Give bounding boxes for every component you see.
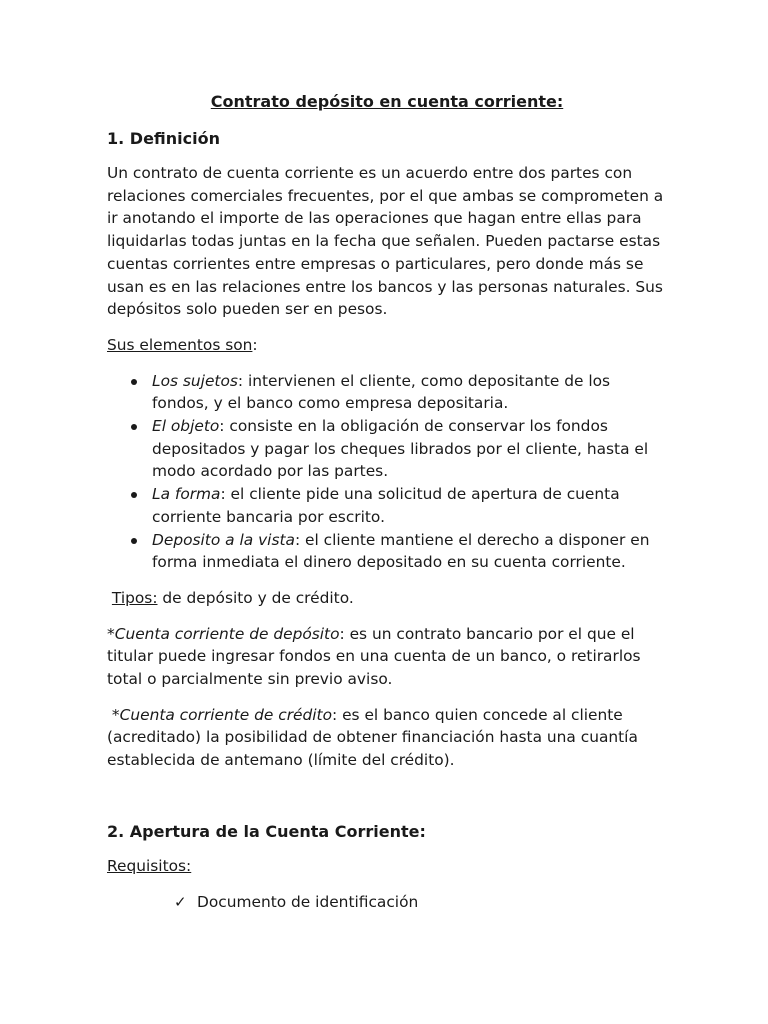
element-term: El objeto (152, 417, 220, 436)
tipo-deposito-paragraph (107, 623, 667, 691)
element-text: : consiste en la obligación de conservar los fondos depositados y pagar los cheques librados por el cliente, hasta el modo acordado por las partes. (152, 417, 649, 481)
requisitos-label: Requisitos: (107, 856, 192, 875)
requisitos-list (107, 891, 667, 914)
list-item (107, 415, 667, 483)
tipos-text: de depósito y de crédito. (157, 588, 354, 607)
list-item (107, 483, 667, 528)
tipos-label: Tipos: (111, 588, 158, 607)
spacer (107, 785, 667, 820)
tipo-deposito-term: *Cuenta corriente de depósito (107, 624, 340, 643)
list-item (107, 891, 667, 914)
definition-paragraph: Un contrato de cuenta corriente es un acuerdo entre dos partes con relaciones comerciales frecuentes, por el que ambas se comprometen a ir anotando el importe de las operaciones que hagan entre ellas para liquidarlas todas juntas en la fecha que señalen. Pueden pactarse estas cuentas corrientes entre empresas o particulares, pero donde más se usan es en las relaciones entre los bancos y las personas naturales. Sus depósitos solo pueden ser en pesos. (107, 164, 664, 319)
element-text: : intervienen el cliente, como depositante de los fondos, y el banco como empresa depositaria. (152, 371, 611, 413)
requisito-text: Documento de identificación (197, 892, 419, 911)
document-title: Contrato depósito en cuenta corriente: (210, 92, 564, 111)
element-term: Los sujetos (152, 371, 238, 390)
list-item (107, 529, 667, 574)
elements-label: Sus elementos son (107, 335, 253, 354)
element-text: : el cliente mantiene el derecho a disponer en forma inmediata el dinero depositado en su cuenta corriente. (152, 530, 650, 572)
elements-intro (107, 334, 667, 357)
tipo-credito-text: : es el banco quien concede al cliente (acreditado) la posibilidad de obtener financiación hasta una cuantía establecida de antemano (límite del crédito). (107, 705, 638, 770)
elements-colon: : (252, 335, 258, 354)
tipos-line (107, 587, 667, 610)
elements-list (107, 370, 667, 574)
element-term: Deposito a la vista (152, 530, 295, 549)
list-item (107, 370, 667, 415)
element-term: La forma (152, 485, 221, 504)
tipo-credito-term: *Cuenta corriente de crédito (111, 705, 332, 724)
element-text: : el cliente pide una solicitud de apertura de cuenta corriente bancaria por escrito. (152, 485, 620, 526)
tipo-credito-paragraph (107, 704, 667, 772)
document-page (107, 90, 667, 913)
requisitos-line (107, 855, 667, 878)
checkmark-icon: ✓ (174, 892, 187, 911)
section1-heading: 1. Definición (107, 129, 220, 148)
section2-heading: 2. Apertura de la Cuenta Corriente: (107, 821, 426, 841)
tipo-deposito-text: : es un contrato bancario por el que el titular puede ingresar fondos en una cuenta de un banco, o retirarlos total o parcialmente sin previo aviso. (107, 624, 641, 689)
